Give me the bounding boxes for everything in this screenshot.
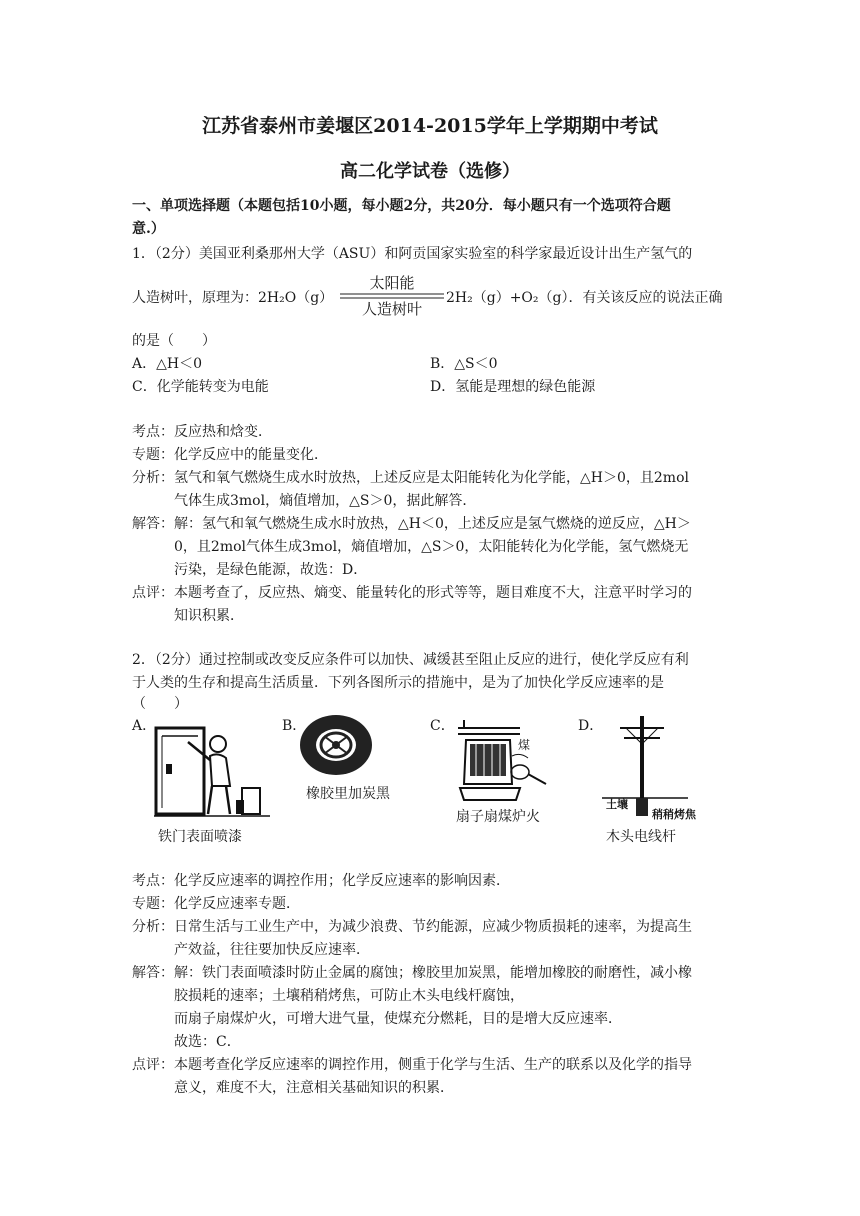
q2-jieda-line3: 而扇子扇煤炉火，可增大进气量，使煤充分燃耗，目的是增大反应速率． bbox=[174, 1011, 622, 1027]
fig-d-soil-label: 土壤 bbox=[606, 798, 628, 811]
q1-fenxi-label: 分析： bbox=[132, 470, 174, 486]
fig-b-caption: 橡胶里加炭黑 bbox=[306, 786, 390, 802]
reaction-arrow bbox=[340, 272, 444, 320]
q2-jieda-line4: 故选：C． bbox=[174, 1034, 241, 1050]
fig-c-label: C． bbox=[430, 718, 455, 734]
q1-stem-line2-before: 人造树叶，原理为：2H₂O（g） bbox=[132, 290, 334, 306]
q2-fenxi-line2: 产效益，往往要加快反应速率． bbox=[174, 942, 370, 958]
q2-dianping-line2: 意义，难度不大，注意相关基础知识的积累． bbox=[174, 1080, 454, 1096]
q1-dianping-line1: 本题考查了，反应热、熵变、能量转化的形式等等，题目难度不大，注意平时学习的 bbox=[174, 585, 692, 601]
q1-option-b: B．△S＜0 bbox=[430, 356, 498, 372]
q1-zhuanti-label: 专题： bbox=[132, 447, 174, 463]
q2-fenxi-label: 分析： bbox=[132, 919, 174, 935]
fig-a-caption: 铁门表面喷漆 bbox=[158, 829, 242, 845]
q2-kaodian: 化学反应速率的调控作用；化学反应速率的影响因素． bbox=[174, 873, 510, 889]
q1-kaodian: 反应热和焓变． bbox=[174, 424, 272, 440]
fig-b-label: B． bbox=[282, 718, 307, 734]
fig-c-caption: 扇子扇煤炉火 bbox=[456, 809, 540, 825]
q2-dianping-line1: 本题考查化学反应速率的调控作用，侧重于化学与生活、生产的联系以及化学的指导 bbox=[174, 1057, 692, 1073]
fig-d-label: D． bbox=[578, 718, 604, 734]
q1-option-d: D．氢能是理想的绿色能源 bbox=[430, 379, 596, 395]
q2-jieda-label: 解答： bbox=[132, 965, 174, 981]
fig-c-inner-label: 煤 bbox=[518, 738, 531, 752]
q2-stem-line3: （ ） bbox=[132, 696, 188, 712]
q2-kaodian-label: 考点： bbox=[132, 873, 174, 889]
fig-d-charred-label: 稍稍烤焦 bbox=[652, 808, 696, 821]
page-subtitle: 高二化学试卷（选修） bbox=[340, 161, 520, 182]
q1-fenxi-line2: 气体生成3mol，熵值增加，△S＞0，据此解答． bbox=[174, 493, 477, 509]
q1-fenxi-line1: 氢气和氧气燃烧生成水时放热，上述反应是太阳能转化为化学能，△H＞0，且2mol bbox=[174, 470, 689, 486]
section-heading: 一、单项选择题（本题包括10小题，每小题2分，共20分．每小题只有一个选项符合题 bbox=[132, 198, 671, 214]
q1-stem-line2-after: 2H₂（g）+O₂（g）．有关该反应的说法正确 bbox=[446, 290, 723, 306]
q2-zhuanti: 化学反应速率专题． bbox=[174, 896, 300, 912]
painting-door-figure bbox=[152, 722, 272, 822]
q1-option-c: C．化学能转变为电能 bbox=[132, 379, 269, 395]
coal-stove-figure bbox=[450, 714, 550, 802]
page-title: 江苏省泰州市姜堰区2014-2015学年上学期期中考试 bbox=[202, 115, 658, 137]
q1-dianping-label: 点评： bbox=[132, 585, 174, 601]
q1-jieda-label: 解答： bbox=[132, 516, 174, 532]
q1-zhuanti: 化学反应中的能量变化． bbox=[174, 447, 328, 463]
q1-stem-line3: 的是（ ） bbox=[132, 333, 216, 349]
q2-jieda-line2: 胶损耗的速率；土壤稍稍烤焦，可防止木头电线杆腐蚀， bbox=[174, 988, 524, 1004]
reaction-condition-top: 太阳能 bbox=[369, 274, 415, 292]
q1-dianping-line2: 知识积累． bbox=[174, 608, 244, 624]
q1-stem-line1: 1．（2分）美国亚利桑那州大学（ASU）和阿贡国家实验室的科学家最近设计出生产氢气的 bbox=[132, 246, 693, 262]
q1-jieda-line2: 0，且2mol气体生成3mol，熵值增加，△S＞0，太阳能转化为化学能，氢气燃烧无 bbox=[174, 539, 689, 555]
q2-jieda-line1: 解：铁门表面喷漆时防止金属的腐蚀；橡胶里加炭黑，能增加橡胶的耐磨性，减小橡 bbox=[174, 965, 692, 981]
section-heading-cont: 意.） bbox=[132, 221, 165, 237]
q2-fenxi-line1: 日常生活与工业生产中，为减少浪费、节约能源，应减少物质损耗的速率，为提高生 bbox=[174, 919, 692, 935]
q2-zhuanti-label: 专题： bbox=[132, 896, 174, 912]
q1-kaodian-label: 考点： bbox=[132, 424, 174, 440]
q1-jieda-line3: 污染，是绿色能源，故选：D． bbox=[174, 562, 368, 578]
tire-figure bbox=[296, 712, 376, 778]
q1-jieda-line1: 解：氢气和氧气燃烧生成水时放热，△H＜0，上述反应是氢气燃烧的逆反应，△H＞ bbox=[174, 516, 691, 532]
fig-a-label: A． bbox=[132, 718, 157, 734]
fig-d-caption: 木头电线杆 bbox=[606, 829, 676, 845]
q1-option-a: A．△H＜0 bbox=[132, 356, 202, 372]
q2-stem-line1: 2．（2分）通过控制或改变反应条件可以加快、减缓甚至阻止反应的进行，使化学反应有利 bbox=[132, 652, 689, 668]
q2-dianping-label: 点评： bbox=[132, 1057, 174, 1073]
reaction-condition-bottom: 人造树叶 bbox=[361, 300, 422, 318]
q2-stem-line2: 于人类的生存和提高生活质量．下列各图所示的措施中，是为了加快化学反应速率的是 bbox=[132, 675, 664, 691]
